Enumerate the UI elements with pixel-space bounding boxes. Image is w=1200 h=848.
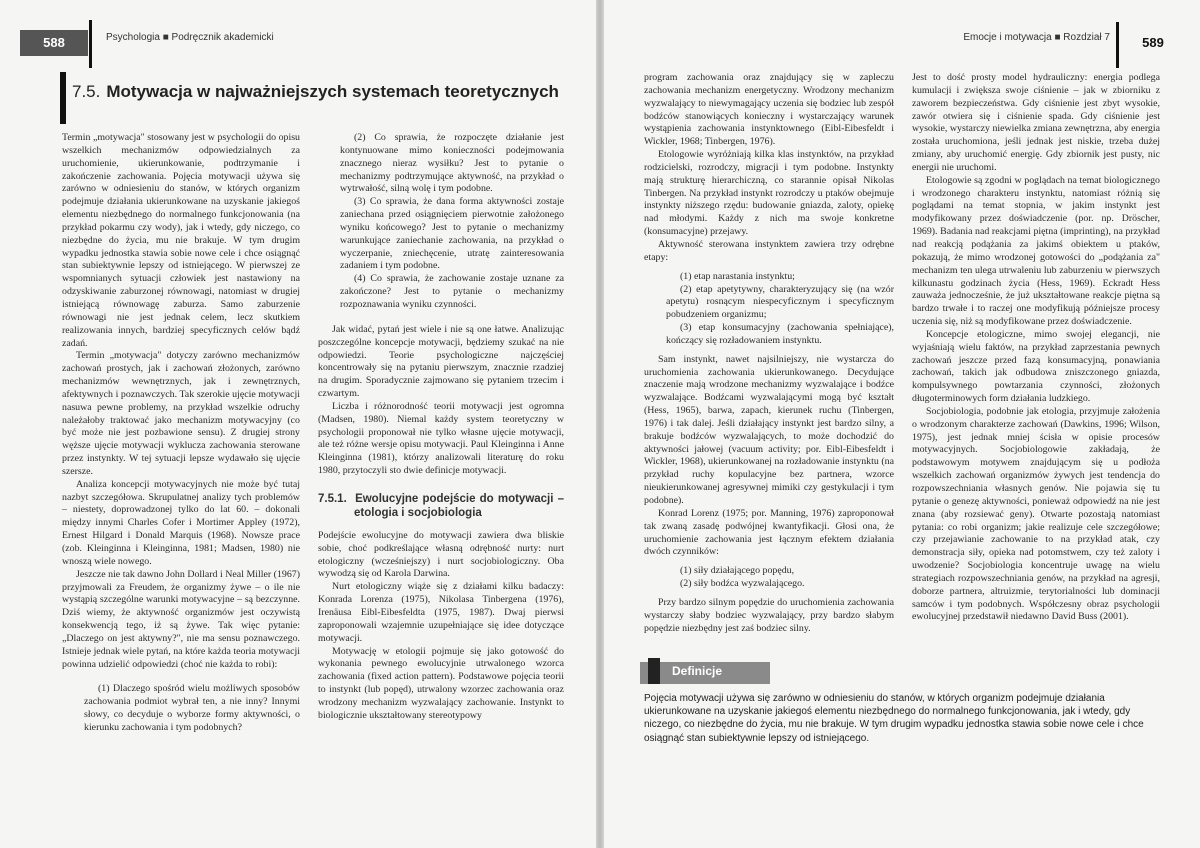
section-title <box>72 82 559 102</box>
paragraph: Sam instynkt, nawet najsilniejszy, nie wystarcza do uruchomienia zachowania ukierunkowanego. Decydujące znaczenie mają wrodzone mechanizmy wyzwalające i bodźce wyzwalające. Bodźcami wyzwalającymi mogą być kształt (Hess, 1965), barwa, zapach, kierunek ruchu (Tinbergen, 1976) i tak dalej. Jeśli działający instynkt jest bardzo silny, a brakuje bodźców wyzwalających, to może dochodzić do aktywności jałowej (vacuum activity; por. Eibl-Eibesfeldt i Wickler, 1968), ukierunkowanej na rozładowanie instynktu (na przykład ruchy kopulacyjne bez partnera, wzorce nieukierunkowanej agresywnej mimiki czy gestykulacji i tym podobne). <box>644 353 894 506</box>
definition-text: Pojęcia motywacji używa się zarówno w odniesieniu do stanów, w których organizm podejmuje działania ukierunkowane na uzyskanie jakiegoś elementu niezbędnego do normalnego funkcjonowania, jak i wtedy, gdy niczego, co niezbędne do życia, mu nie brakuje. W tym drugim wypadku jednostka stawia sobie nowe cele i chce osiągnąć stan subiektywnie lepszy od istniejącego. <box>644 693 1144 744</box>
paragraph: Aktywność sterowana instynktem zawiera trzy odrębne etapy: <box>644 238 894 263</box>
section-marker <box>60 72 66 124</box>
left-column-1 <box>62 132 300 735</box>
paragraph: Koncepcje etologiczne, mimo swojej elegancji, nie wyjaśniają wielu faktów, na przykład zaprzestania pewnych zachowań jeszcze przed fazą konsumacyjną, ponawiania zachowań, takich jak odbudowa zniszczonego gniazda, kompulsywnego powtarzania czynności, złożonych długoterminowych form działania ludzkiego. <box>912 328 1160 405</box>
section-number: 7.5. <box>72 82 101 101</box>
running-header-left: Psychologia ■ Podręcznik akademicki <box>106 32 274 43</box>
paragraph: Jest to dość prosty model hydrauliczny: energia podlega kumulacji i zwiększa swoje ciśnienie – jak w zbiorniku z zaworem bezpieczeństwa. Gdy ciśnienie jest zbyt wysokie, zawór otwiera się i ciśnienie spada. Gdy ciśnienie jest wysokie, wystarczy niewielka zmiana zewnętrzna, aby energia została uruchomiona, jeśli jednak jest niskie, trzeba dużej zmiany, aby uruchomić energię. Gdy zbiornik jest pusty, nic energii nie uruchomi. <box>912 72 1160 173</box>
paragraph: Konrad Lorenz (1975; por. Manning, 1976) zaproponował tak zwaną zasadę podwójnej kwantyfikacji. Głosi ona, że uruchomienie zachowania jest łącznym efektem działania dwóch czynników: <box>644 507 894 558</box>
paragraph: Etologowie są zgodni w poglądach na temat biologicznego i wrodzonego charakteru instynktu, natomiast różnią się poglądami na temat stopnia, w jakim instynkt jest modyfikowany przez doświadczenie (por. np. Dröscher, 1969). Badania nad reakcjami piętna (imprinting), na przykład nad reakcją podążania za jakimś obiektem u ptaków, pokazują, że mimo wrodzonej gotowości do „podążania za" mechanizm ten ulega utrwaleniu lub zaburzeniu w pierwszych kilkunastu godzinach życia (Hess, 1969). Eckradt Hess zauważa jednocześnie, że już ukształtowane reakcje piętna są bardzo trwałe i to raczej one modyfikują późniejsze procesy uczenia się, niż są modyfikowane przez doświadczenie. <box>912 174 1160 328</box>
right-column-2 <box>912 72 1160 624</box>
definition-title: Definicje <box>672 664 723 678</box>
paragraph: program zachowania oraz znajdujący się w zapleczu zachowania mechanizm energetyczny. Wrodzony mechanizm wyzwalający to niewymagający uczenia się bodziec lub zespół bodźców stanowiących konieczny i wystarczający warunek wystąpienia zachowania instynktownego (Eibl-Eibesfeldt i Wickler, 1968; Tinbergen, 1976). <box>644 72 894 148</box>
section-title-text: Motywacja w najważniejszych systemach teoretycznych <box>106 82 559 101</box>
list-item: (3) Co sprawia, że dana forma aktywności zostaje zaniechana przed osiągnięciem pierwotnie założonego wyniku końcowego? Jest to pytanie o mechanizmy warunkujące zaniechanie zachowania, na przykład o wyczerpanie, zniechęcenie, utratę zainteresowania zadaniem i tym podobne. <box>340 196 564 272</box>
list-item: (1) Dlaczego spośród wielu możliwych sposobów zachowania podmiot wybrał ten, a nie inny? Innymi słowy, co decyduje o wyborze formy aktywności, o kierunku zachowania i tym podobnych? <box>84 683 300 733</box>
left-page <box>0 0 596 848</box>
paragraph: Przy bardzo silnym popędzie do uruchomienia zachowania wystarczy słaby bodziec wyzwalający, przy bardzo słabym popędzie niezbędny jest zaś bodziec silny. <box>644 596 894 634</box>
paragraph: Liczba i różnorodność teorii motywacji jest ogromna (Madsen, 1980). Niemal każdy system teoretyczny w psychologii proponował nie tylko własne ujęcie motywacji, ale też różne wersje opisu motywacji. Paul Kleinginna i Anne Kleinginna (1981), którzy analizowali literaturę do roku 1980, przytoczyli sto dwie definicje motywacji. <box>318 400 564 477</box>
paragraph: Etologowie wyróżniają kilka klas instynktów, na przykład rodzicielski, rozrodczy, migracji i tym podobne. Instynkty mają strukturę hierarchiczną, co starannie opisał Nikolas Tinbergen. Na przykład instynkt rozrodczy u ptaków obejmuje instynkty niższego rzędu: budowanie gniazda, zaloty, opiekę nad młodymi. Każdy z nich ma swoje konkretne (konsumacyjne) przejawy. <box>644 149 894 238</box>
left-column-2 <box>318 132 564 723</box>
paragraph: Socjobiologia, podobnie jak etologia, przyjmuje założenia o wrodzonym charakterze zachowań (Dawkins, 1996; Wilson, 1975), jest jednak mniej ścisła w opisie procesów motywacyjnych. Socjobiologowie zakładają, że podstawowym motywem znajdującym się u podłoża wszelkich zachowań organizmów żywych jest tendencja do rozpowszechniania własnych genów. Nie pojawia się tu pytanie o genezę aktywności, ponieważ odpowiedź na nie jest znana (aby rozsiewać geny). Otwarte pozostają natomiast pytania: co robi organizm; jakie realizuje cele szczegółowe; czy przejawianie zachowanie to na przykład atak, czy demonstracja siły, opieka nad potomstwem, czy też zaloty i uwodzenie? Socjobiologia koncentruje uwagę na wielu strategiach rozpowszechniania genów, na przykład na agresji, doborze partnera, altruizmie, terytorialności lub dominacji samców i tym podobnych. Współczesny obraz psychologii ewolucyjnej przedstawił niedawno David Buss (2001). <box>912 405 1160 623</box>
book-gutter <box>596 0 604 848</box>
paragraph: Termin „motywacja" dotyczy zarówno mechanizmów zachowań prostych, jak i zachowań złożonych, zarówno mechanizmów wewnętrznych, jak i zewnętrznych, afektywnych i poznawczych. Tak szerokie ujęcie motywacji nasuwa pewne problemy, na przykład wszelkie odruchy należałoby traktować jako mechanizm motywacyjny (co być może nie jest pozbawione sensu). Z drugiej strony węższe ujęcie motywacji wyklucza zachowania sterowane przez instynkty. W tej sytuacji lepsze wydawało się ujęcie szersze. <box>62 350 300 477</box>
paragraph: Jeszcze nie tak dawno John Dollard i Neal Miller (1967) przyjmowali za Freudem, że organizmy żywe – o ile nie wystąpią szczególne warunki motywacyjne – są bezczynne. Dziś wiemy, że aktywność organizmów jest oczywistą konsekwencją tego, iż są żywe. Tak więc pytanie: „Dlaczego on jest aktywny?", nie ma sensu poznawczego. Istnieje jednak wiele pytań, na które każda teoria motywacji powinna udzielić odpowiedzi (choć nie każda to robi): <box>62 568 300 670</box>
paragraph: Motywację w etologii pojmuje się jako gotowość do wykonania pewnego ewolucyjnie utrwalonego wzorca zachowania (fixed action pattern). Podstawowe pojęcia teorii to instynkt (lub popęd), utrwalony wzorzec zachowania oraz wrodzony mechanizm wyzwalający zachowanie. Instynkt to biologicznie ukształtowany stereotypowy <box>318 645 564 721</box>
subsection-heading <box>318 492 564 520</box>
list-item: (2) Co sprawia, że rozpoczęte działanie jest kontynuowane mimo konieczności podejmowania znacznego nieraz wysiłku? Jest to pytanie o mechanizmy podtrzymujące aktywność, na przykład o wytrwałość, silną wolę i tym podobne. <box>340 132 564 195</box>
page-number-right: 589 <box>1124 30 1182 56</box>
list-item: (2) siły bodźca wyzwalającego. <box>680 578 805 590</box>
paragraph: Analiza koncepcji motywacyjnych nie może być tutaj nazbyt szczegółowa. Skrupulatnej analizy tych problemów – niestety, doprowadzonej tylko do lat 60. – dokonali między innymi Charles Cofer i Mortimer Appley (1972), Ernest Hilgard i Donald Marquis (1968). Nowsze prace (zob. Kleinginna i Kleinginna, 1981; Madsen, 1980) nie wnoszą wiele nowego. <box>62 478 300 567</box>
paragraph: Nurt etologiczny wiąże się z działami kilku badaczy: Konrada Lorenza (1975), Nikolasa Tinbergena (1976), Irenäusa Eibl-Eibesfeldta (1975, 1987). Dwaj pierwsi zaproponowali wzajemnie uzupełniające się idee dotyczące motywacji. <box>318 581 564 644</box>
list-item: (3) etap konsumacyjny (zachowania spełniające), kończący się rozładowaniem instynktu. <box>666 322 894 346</box>
list-item: (4) Co sprawia, że zachowanie zostaje uznane za zakończone? Jest to pytanie o mechanizmy rozpoznawania wyniku czynności. <box>340 273 564 310</box>
page-number-left: 588 <box>20 30 88 56</box>
list-item: (1) siły działającego popędu, <box>680 565 795 577</box>
paragraph: Jak widać, pytań jest wiele i nie są one łatwe. Analizując poszczególne koncepcje motywacji, będziemy szukać na nie odpowiedzi. Teorie psychologiczne najczęściej koncentrowały się na pytaniu pierwszym, znacznie rzadziej na drugim. Sporadycznie zajmowano się pytaniem trzecim i czwartym. <box>318 323 564 400</box>
list-item: (2) etap apetytywny, charakteryzujący się (na wzór apetytu) rosnącym niespecyficznym i specyficznym pobudzeniem organizmu; <box>666 283 894 321</box>
paragraph: Termin „motywacja" stosowany jest w psychologii do opisu wszelkich mechanizmów odpowiedzialnych za uruchomienie, ukierunkowanie, podtrzymanie i zakończenie zachowania. Pojęcia motywacji używa się zarówno w odniesieniu do stanów, w których organizm podejmuje działania ukierunkowane na uzyskanie jakiegoś elementu niezbędnego do normalnego funkcjonowania (na przykład pokarmu czy wody), jak i wtedy, gdy niczego, co niezbędne do życia, mu nie brakuje. W tym drugim wypadku jednostka stawia sobie nowe cele i chce osiągnąć stan subiektywnie lepszy od istniejącego. W pierwszej ze wspomnianych sytuacji człowiek jest nastawiony na odzyskiwanie zaburzonej równowagi, natomiast w drugiej istniejącą równowagę zaburza. Samo zaburzenie równowagi nie jest jednak celem, lecz skutkiem realizowania innych, bardziej specyficznych celów bądź zadań. <box>62 132 300 349</box>
subsection-title: Ewolucyjne podejście do motywacji – etologia i socjobiologia <box>354 492 564 519</box>
right-page <box>604 0 1200 848</box>
list-item: (1) etap narastania instynktu; <box>680 270 795 282</box>
running-header-right: Emocje i motywacja ■ Rozdział 7 <box>963 32 1110 43</box>
right-column-1 <box>644 72 894 635</box>
paragraph: Podejście ewolucyjne do motywacji zawiera dwa bliskie sobie, choć podkreślające własną odrębność nurty: nurt etologiczny (wcześniejszy) i nurt socjobiologiczny. Oba wywodzą się od Karola Darwina. <box>318 529 564 580</box>
subsection-number: 7.5.1. <box>318 492 347 505</box>
